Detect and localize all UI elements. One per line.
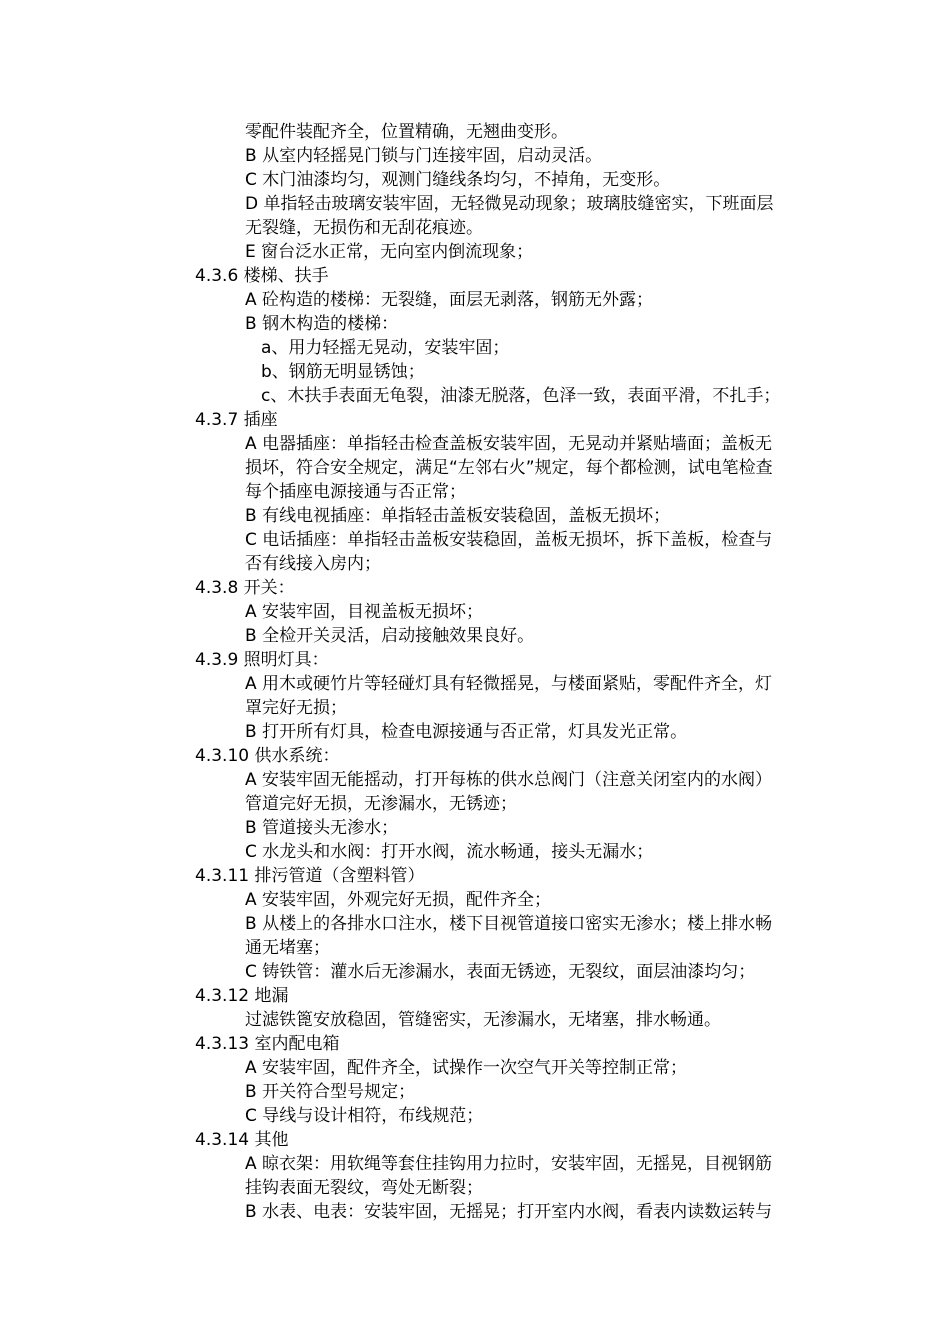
text-line: A 安装牢固，配件齐全，试操作一次空气开关等控制正常； bbox=[245, 1058, 688, 1078]
text-line: 挂钩表面无裂纹，弯处无断裂； bbox=[245, 1178, 483, 1198]
section-heading: 4.3.8 开关： bbox=[195, 578, 295, 598]
text-line: 过滤铁篦安放稳固，管缝密实，无渗漏水，无堵塞，排水畅通。 bbox=[245, 1010, 721, 1030]
text-line: B 打开所有灯具，检查电源接通与否正常，灯具发光正常。 bbox=[245, 722, 688, 742]
text-line: C 水龙头和水阀：打开水阀，流水畅通，接头无漏水； bbox=[245, 842, 654, 862]
text-line: E 窗台泛水正常，无向室内倒流现象； bbox=[245, 242, 534, 262]
text-line: B 开关符合型号规定； bbox=[245, 1082, 416, 1102]
text-line: 管道完好无损，无渗漏水，无锈迹； bbox=[245, 794, 517, 814]
section-heading: 4.3.14 其他 bbox=[195, 1130, 289, 1150]
text-line: B 水表、电表：安装牢固，无摇晃；打开室内水阀，看表内读数运转与 bbox=[245, 1202, 773, 1222]
text-line: A 安装牢固，外观完好无损，配件齐全； bbox=[245, 890, 552, 910]
section-heading: 4.3.10 供水系统： bbox=[195, 746, 340, 766]
text-line: B 钢木构造的楼梯： bbox=[245, 314, 399, 334]
text-line: A 用木或硬竹片等轻碰灯具有轻微摇晃，与楼面紧贴，零配件齐全，灯 bbox=[245, 674, 773, 694]
text-line: 每个插座电源接通与否正常； bbox=[245, 482, 466, 502]
text-line: B 从室内轻摇晃门锁与门连接牢固，启动灵活。 bbox=[245, 146, 603, 166]
text-line: 损坏，符合安全规定，满足“左邻右火”规定，每个都检测，试电笔检查 bbox=[245, 458, 773, 478]
text-line: D 单指轻击玻璃安装牢固，无轻微晃动现象；玻璃肢缝密实，下班面层 bbox=[245, 194, 774, 214]
section-heading: 4.3.6 楼梯、扶手 bbox=[195, 266, 329, 286]
text-line: 通无堵塞； bbox=[245, 938, 330, 958]
section-heading: 4.3.9 照明灯具： bbox=[195, 650, 329, 670]
text-line: B 有线电视插座：单指轻击盖板安装稳固，盖板无损坏； bbox=[245, 506, 671, 526]
text-line: 无裂缝，无损伤和无刮花痕迹。 bbox=[245, 218, 483, 238]
text-line: A 安装牢固，目视盖板无损坏； bbox=[245, 602, 484, 622]
text-line: A 晾衣架：用软绳等套住挂钩用力拉时，安装牢固，无摇晃，目视钢筋 bbox=[245, 1154, 773, 1174]
text-line: A 安装牢固无能摇动，打开每栋的供水总阀门（注意关闭室内的水阀） bbox=[245, 770, 773, 790]
text-line: A 砼构造的楼梯：无裂缝，面层无剥落，钢筋无外露； bbox=[245, 290, 654, 310]
section-heading: 4.3.12 地漏 bbox=[195, 986, 289, 1006]
text-line: B 从楼上的各排水口注水，楼下目视管道接口密实无渗水；楼上排水畅 bbox=[245, 914, 773, 934]
sub-list-item: c、木扶手表面无龟裂，油漆无脱落，色泽一致，表面平滑，不扎手； bbox=[261, 386, 781, 406]
text-line: C 铸铁管：灌水后无渗漏水，表面无锈迹，无裂纹，面层油漆均匀； bbox=[245, 962, 756, 982]
section-heading: 4.3.13 室内配电箱 bbox=[195, 1034, 340, 1054]
section-heading: 4.3.11 排污管道（含塑料管） bbox=[195, 866, 425, 886]
sub-list-item: b、钢筋无明显锈蚀； bbox=[261, 362, 425, 382]
text-line: C 导线与设计相符，布线规范； bbox=[245, 1106, 484, 1126]
text-line: B 管道接头无渗水； bbox=[245, 818, 399, 838]
text-line: B 全检开关灵活，启动接触效果良好。 bbox=[245, 626, 535, 646]
text-line: C 电话插座：单指轻击盖板安装稳固，盖板无损坏，拆下盖板，检查与 bbox=[245, 530, 773, 550]
text-line: C 木门油漆均匀，观测门缝线条均匀，不掉角，无变形。 bbox=[245, 170, 671, 190]
section-heading: 4.3.7 插座 bbox=[195, 410, 278, 430]
text-line: A 电器插座：单指轻击检查盖板安装牢固，无晃动并紧贴墙面；盖板无 bbox=[245, 434, 773, 454]
sub-list-item: a、用力轻摇无晃动，安装牢固； bbox=[261, 338, 510, 358]
text-line: 否有线接入房内； bbox=[245, 554, 381, 574]
text-line: 罩完好无损； bbox=[245, 698, 347, 718]
document-body bbox=[195, 120, 845, 1224]
text-line: 零配件装配齐全，位置精确，无翘曲变形。 bbox=[245, 122, 568, 142]
